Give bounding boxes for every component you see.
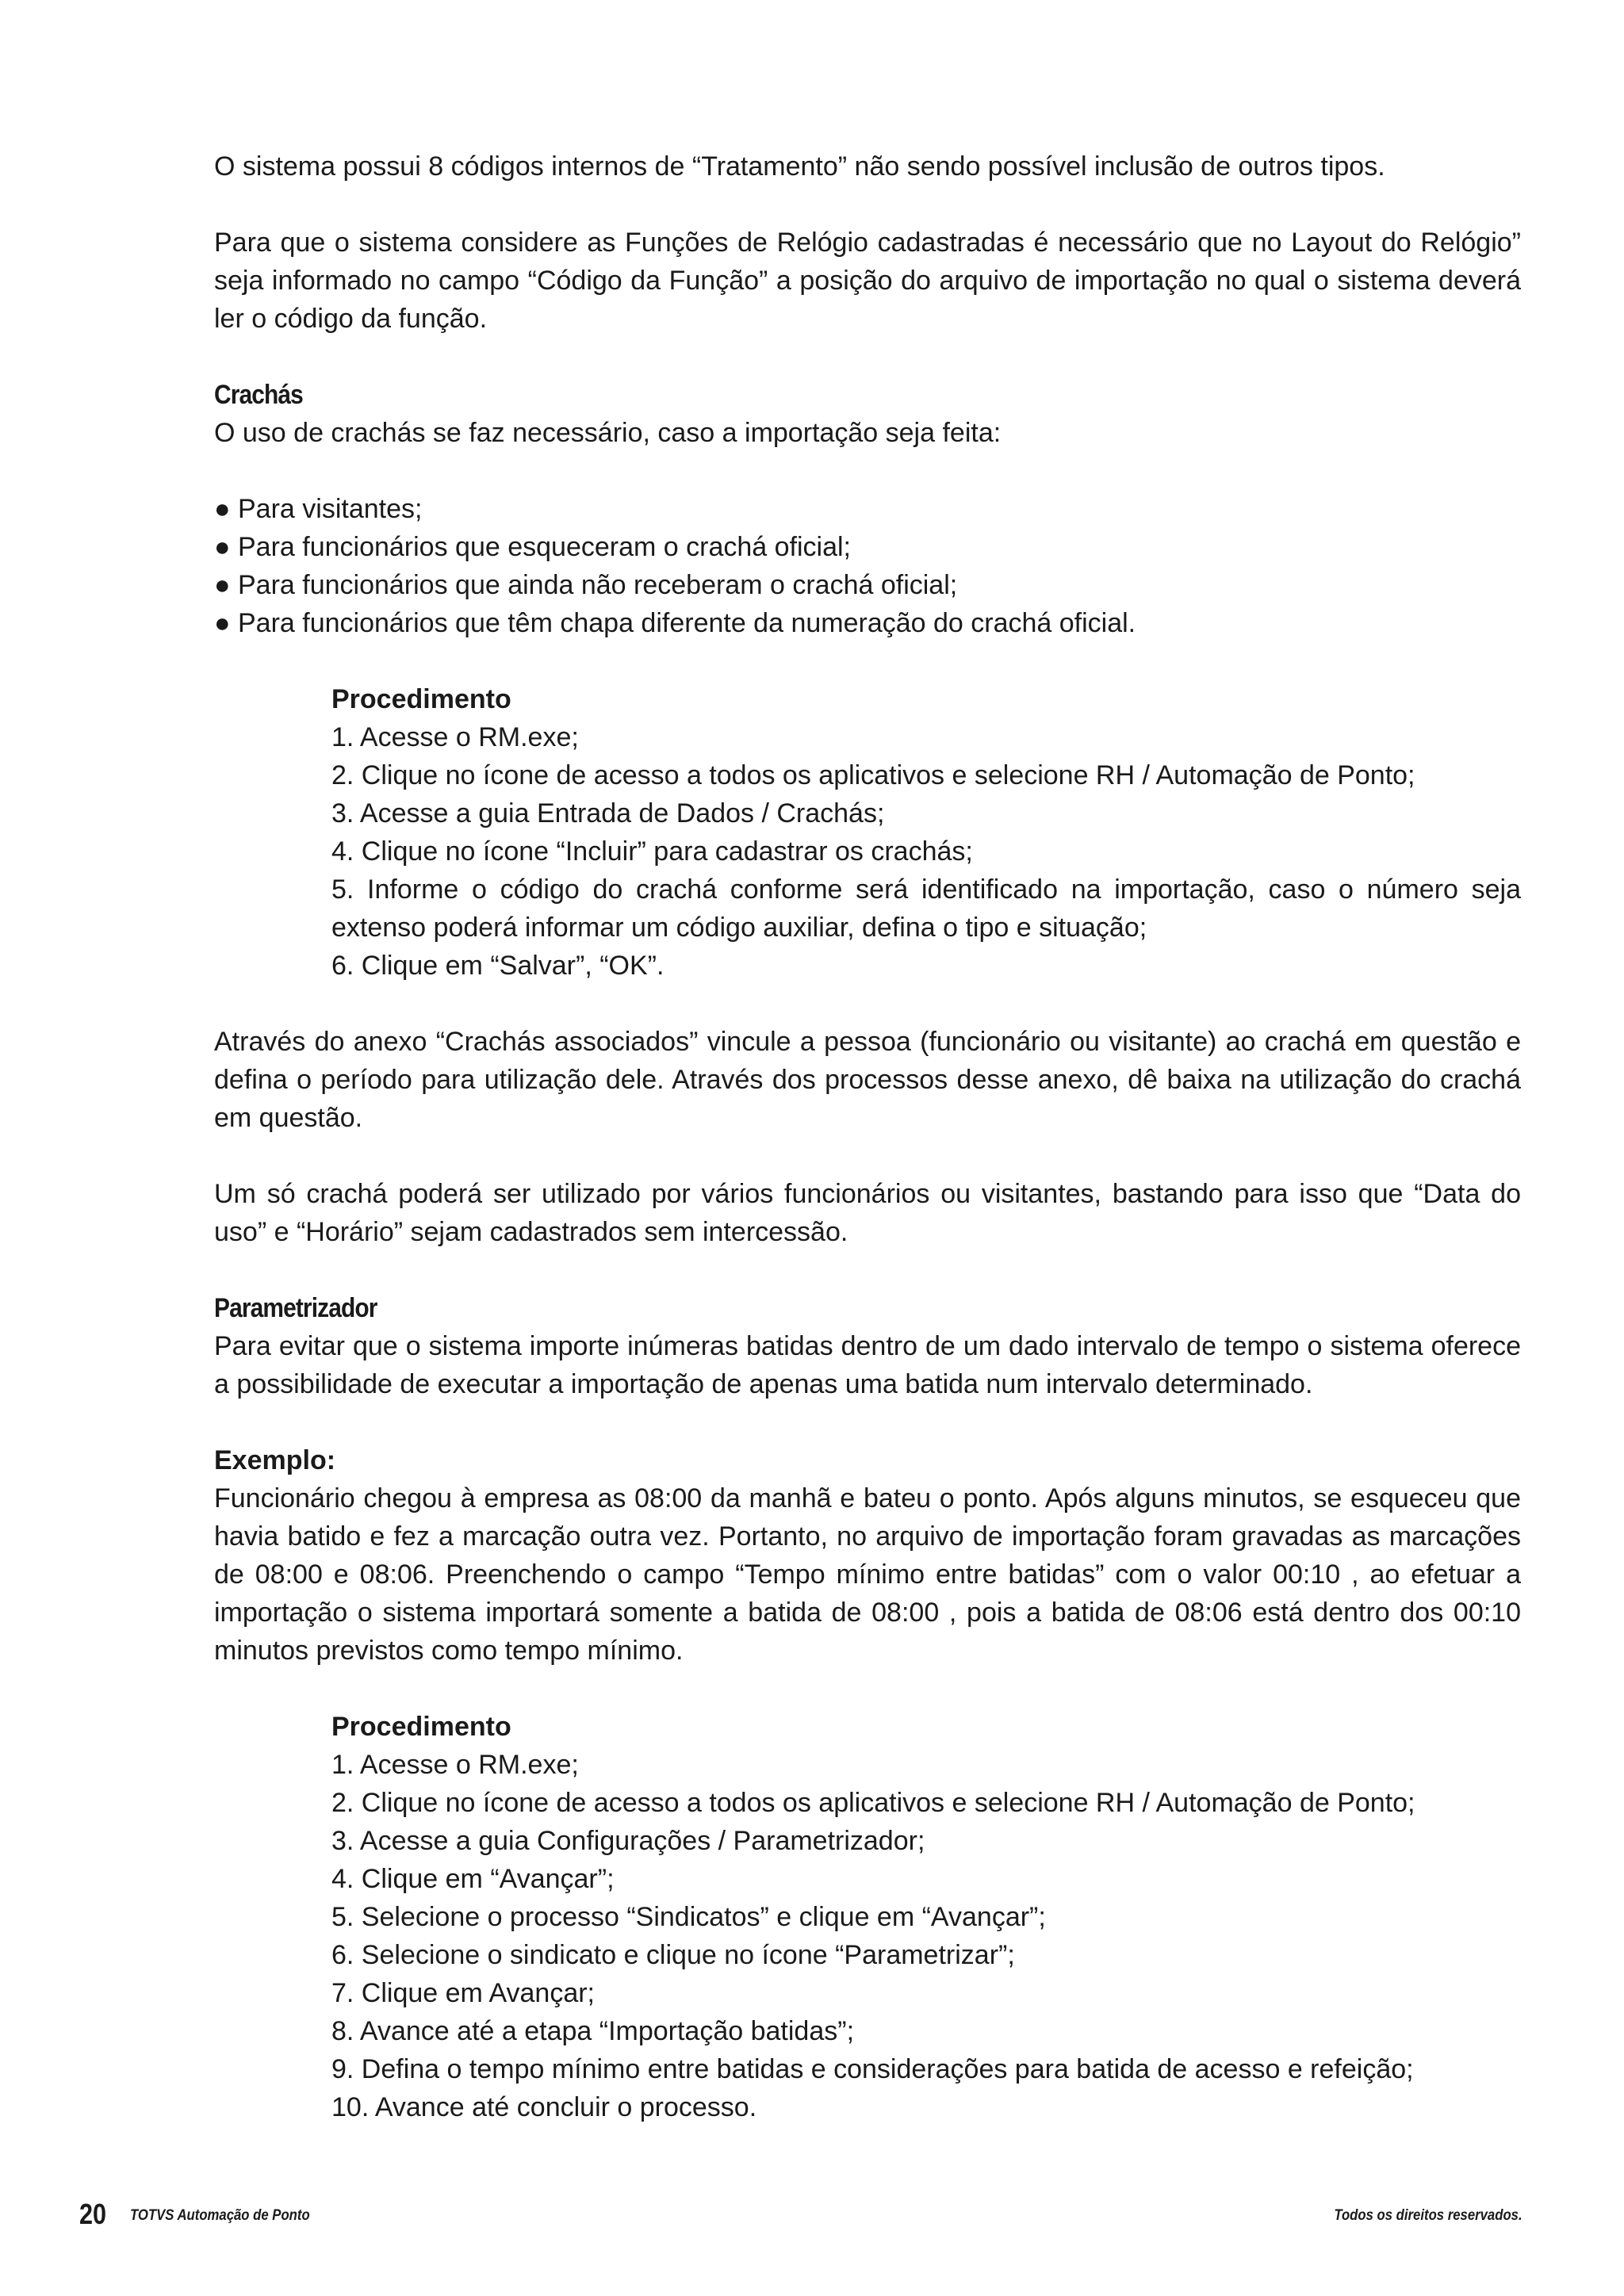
procedure-step: 6. Clique em “Salvar”, “OK”. — [331, 951, 665, 981]
funcoes-relogio-paragraph: Para que o sistema considere as Funções de Relógio cadastradas é necessário que no Layout do Relógio” seja informado no campo “Código da Função” a posição do arquivo de importação no qual o sistema deverá ler o código da função. — [214, 228, 1521, 334]
procedure-step: 5. Selecione o processo “Sindicatos” e clique em “Avançar”; — [331, 1902, 1046, 1932]
crachas-bullet-list — [214, 490, 1521, 642]
page-footer — [79, 2195, 1522, 2234]
intro-paragraph: O sistema possui 8 códigos internos de “Tratamento” não sendo possível inclusão de outros tipos. — [214, 151, 1385, 182]
list-item — [214, 566, 1521, 604]
bullet-icon: ● — [214, 570, 231, 600]
list-item — [214, 490, 1521, 528]
bullet-text: Para funcionários que esqueceram o crachá oficial; — [238, 532, 851, 562]
parametrizador-procedure — [214, 1708, 1521, 2126]
anexo-paragraph: Através do anexo “Crachás associados” vincule a pessoa (funcionário ou visitante) ao crachá em questão e defina o período para utilização dele. Através dos processos desse anexo, dê baixa na utilização do crachá em questão. — [214, 1027, 1521, 1133]
procedure-title: Procedimento — [331, 1712, 511, 1742]
procedure-step: 3. Acesse a guia Entrada de Dados / Crachás; — [331, 798, 885, 828]
crachas-heading-text: Crachás — [214, 380, 303, 410]
procedure-step: 6. Selecione o sindicato e clique no ícone “Parametrizar”; — [331, 1940, 1015, 1970]
bullet-icon: ● — [214, 494, 231, 524]
bullet-text: Para funcionários que ainda não receberam o crachá oficial; — [238, 570, 958, 600]
exemplo-paragraph: Funcionário chegou à empresa as 08:00 da manhã e bateu o ponto. Após alguns minutos, se esqueceu que havia batido e fez a marcação outra vez. Portanto, no arquivo de importação foram gravadas as marcações de 08:00 e 08:06. Preenchendo o campo “Tempo mínimo entre batidas” com o valor 00:10 , ao efetuar a importação o sistema importará somente a batida de 08:00 , pois a batida de 08:06 está dentro dos 00:10 minutos previstos como tempo mínimo. — [214, 1483, 1521, 1666]
bullet-text: Para visitantes; — [238, 494, 423, 524]
procedure-step: 2. Clique no ícone de acesso a todos os aplicativos e selecione RH / Automação de Ponto; — [331, 1788, 1415, 1818]
procedure-step: 7. Clique em Avançar; — [331, 1978, 595, 2008]
footer-rights: Todos os direitos reservados. — [1334, 2207, 1522, 2224]
page-content — [214, 147, 1521, 2126]
bullet-icon: ● — [214, 532, 231, 562]
crachas-procedure — [214, 680, 1521, 985]
procedure-step: 1. Acesse o RM.exe; — [331, 722, 579, 752]
footer-title: TOTVS Automação de Ponto — [130, 2207, 310, 2224]
procedure-steps — [331, 1746, 1521, 2126]
bullet-icon: ● — [214, 608, 231, 638]
bullet-text: Para funcionários que têm chapa diferente da numeração do crachá oficial. — [238, 608, 1136, 638]
procedure-steps — [331, 718, 1521, 985]
procedure-step: 8. Avance até a etapa “Importação batidas”; — [331, 2016, 855, 2046]
exemplo-label: Exemplo: — [214, 1445, 336, 1475]
procedure-title: Procedimento — [331, 684, 511, 714]
list-item — [214, 528, 1521, 566]
um-so-cracha-paragraph: Um só crachá poderá ser utilizado por vários funcionários ou visitantes, bastando para isso que “Data do uso” e “Horário” sejam cadastrados sem intercessão. — [214, 1179, 1521, 1247]
procedure-step: 10. Avance até concluir o processo. — [331, 2092, 757, 2122]
crachas-heading — [214, 376, 1521, 414]
parametrizador-heading — [214, 1289, 1521, 1327]
list-item — [214, 604, 1521, 642]
procedure-step: 5. Informe o código do crachá conforme será identificado na importação, caso o número seja extenso poderá informar um código auxiliar, defina o tipo e situação; — [331, 874, 1521, 943]
page-number: 20 — [79, 2198, 107, 2230]
procedure-step: 9. Defina o tempo mínimo entre batidas e considerações para batida de acesso e refeição; — [331, 2054, 1414, 2084]
procedure-step: 1. Acesse o RM.exe; — [331, 1750, 579, 1780]
procedure-step: 2. Clique no ícone de acesso a todos os aplicativos e selecione RH / Automação de Ponto; — [331, 760, 1415, 790]
parametrizador-paragraph: Para evitar que o sistema importe inúmeras batidas dentro de um dado intervalo de tempo o sistema oferece a possibilidade de executar a importação de apenas uma batida num intervalo determinado. — [214, 1331, 1521, 1399]
procedure-step: 3. Acesse a guia Configurações / Parametrizador; — [331, 1826, 925, 1856]
procedure-step: 4. Clique no ícone “Incluir” para cadastrar os crachás; — [331, 836, 973, 867]
crachas-intro: O uso de crachás se faz necessário, caso a importação seja feita: — [214, 418, 1002, 448]
parametrizador-heading-text: Parametrizador — [214, 1293, 377, 1323]
procedure-step: 4. Clique em “Avançar”; — [331, 1864, 615, 1894]
